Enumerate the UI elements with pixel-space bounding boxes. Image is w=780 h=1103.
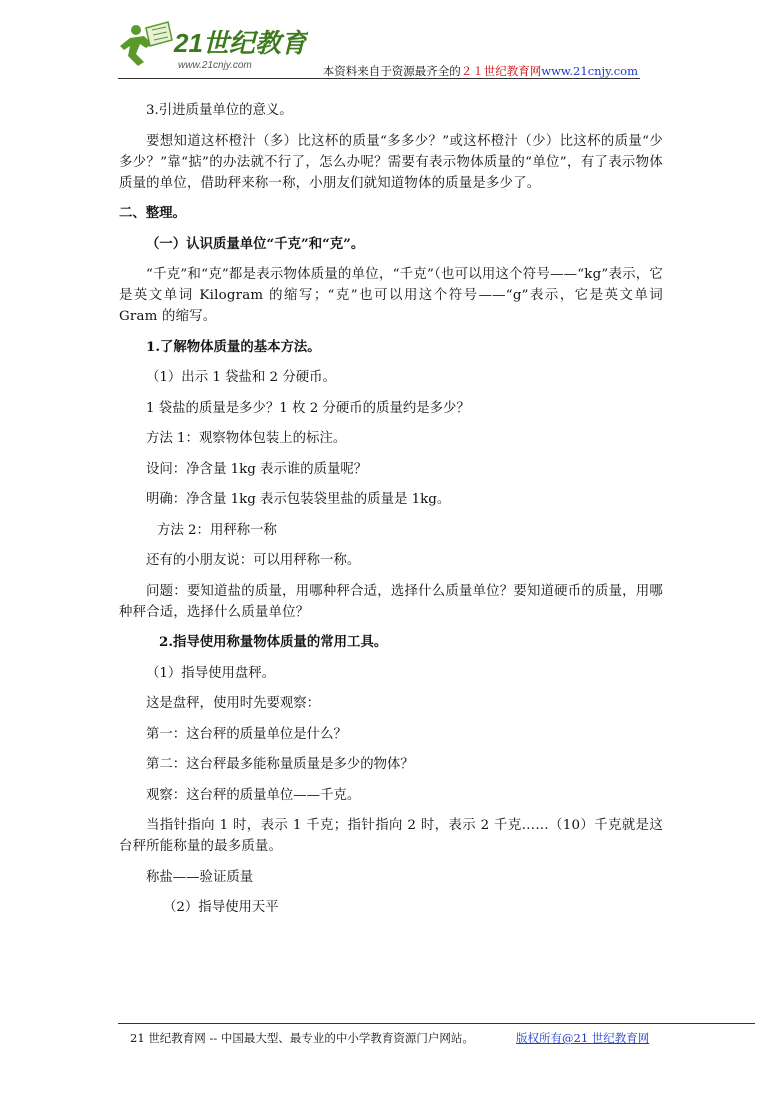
paragraph: “千克”和“克”都是表示物体质量的单位，“千克”（也可以用这个符号——“kg”表示，它是英文单词 Kilogram 的缩写；“克”也可以用这个符号——“g”表示，它是英文单词 Gram 的缩写。 bbox=[119, 267, 663, 324]
footer-text: 21 世纪教育网 -- 中国最大型、最专业的中小学教育资源门户网站。 bbox=[130, 1031, 474, 1045]
paragraph: 第一：这台秤的质量单位是什么？ bbox=[146, 726, 347, 742]
paragraph: 第二：这台秤最多能称量质量是多少的物体？ bbox=[146, 757, 414, 772]
paragraph: 3.引进质量单位的意义。 bbox=[146, 103, 293, 118]
source-note: 本资料来自于资源最齐全的２１世纪教育网www.21cnjy.com bbox=[322, 64, 638, 78]
document-body bbox=[119, 100, 663, 928]
paragraph: （2）指导使用天平 bbox=[163, 900, 279, 915]
site-logo bbox=[118, 18, 308, 74]
paragraph: 称盐——验证质量 bbox=[146, 869, 254, 885]
paragraph: 问题：要知道盐的质量，用哪种秤合适，选择什么质量单位？要知道硬币的质量，用哪种秤合适，选择什么质量单位？ bbox=[119, 583, 663, 620]
paragraph: 观察：这台秤的质量单位——千克。 bbox=[146, 787, 361, 803]
paragraph: 要想知道这杯橙汁（多）比这杯的质量“多多少？”或这杯橙汁（少）比这杯的质量“少多少？”靠“掂”的办法就不行了，怎么办呢？需要有表示物体质量的“单位”，有了表示物体质量的单位，借助秤来称一称，小朋友们就知道物体的质量是多少了。 bbox=[119, 133, 663, 191]
copyright-link[interactable]: 版权所有@21 世纪教育网 bbox=[516, 1031, 650, 1045]
paragraph: 当指针指向 1 时，表示 1 千克；指针指向 2 时，表示 2 千克……（10）千克就是这台秤所能称量的最多质量。 bbox=[119, 818, 663, 854]
paragraph: 1 袋盐的质量是多少？1 枚 2 分硬币的质量约是多少？ bbox=[146, 400, 470, 416]
paragraph: 还有的小朋友说：可以用秤称一称。 bbox=[146, 553, 361, 568]
paragraph: 二、整理。 bbox=[119, 205, 186, 221]
paragraph: 1.了解物体质量的基本方法。 bbox=[146, 338, 321, 355]
paragraph: （1）指导使用盘秤。 bbox=[146, 665, 276, 681]
paragraph: 方法 1：观察物体包装上的标注。 bbox=[146, 431, 347, 446]
paragraph: 明确：净含量 1kg 表示包装袋里盐的质量是 1kg。 bbox=[146, 492, 451, 507]
page-footer bbox=[118, 1023, 758, 1045]
header-divider bbox=[118, 78, 640, 79]
footer-divider bbox=[118, 1023, 755, 1024]
paragraph: （一）认识质量单位“千克”和“克”。 bbox=[146, 235, 365, 252]
svg-text:21世纪教育: 21世纪教育 bbox=[174, 28, 307, 58]
svg-text:www.21cnjy.com: www.21cnjy.com bbox=[178, 60, 252, 71]
paragraph: 方法 2：用秤称一称 bbox=[157, 522, 277, 538]
paragraph: 2.指导使用称量物体质量的常用工具。 bbox=[159, 634, 388, 650]
paragraph: （1）出示 1 袋盐和 2 分硬币。 bbox=[146, 370, 336, 385]
page-header bbox=[118, 18, 640, 78]
paragraph: 设问：净含量 1kg 表示谁的质量呢？ bbox=[146, 461, 368, 477]
paragraph: 这是盘秤，使用时先要观察： bbox=[146, 696, 321, 711]
